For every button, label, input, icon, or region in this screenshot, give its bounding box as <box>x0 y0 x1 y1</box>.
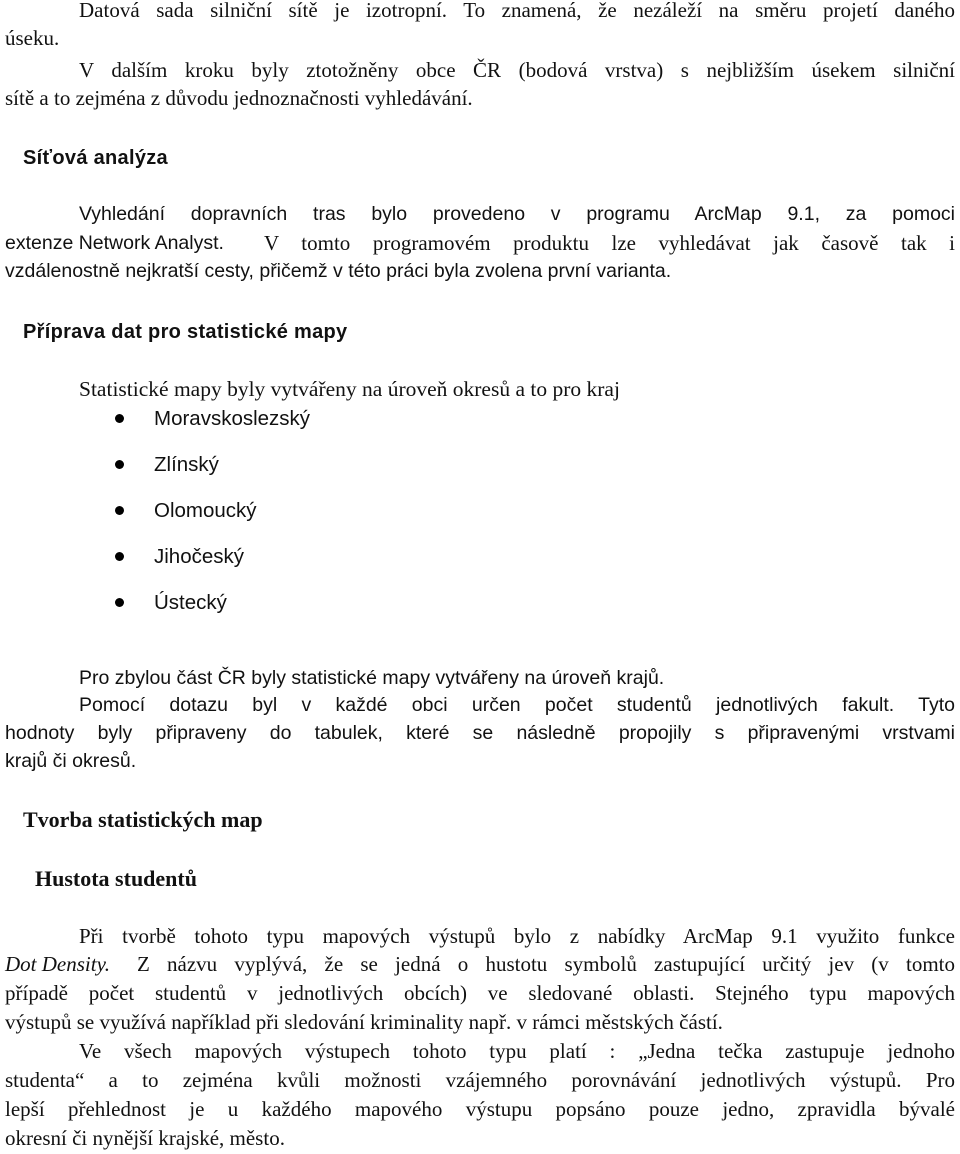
network-line-1: Vyhledání dopravních tras bylo provedeno v programu ArcMap 9.1, za pomoci <box>79 203 955 225</box>
section-heading-maps: Tvorba statistických map <box>23 807 263 832</box>
maps-p1-line-2-rest: Z názvu vyplývá, že se jedná o hustotu symbolů zastupující určitý jev (v tomto <box>137 952 955 976</box>
network-line-3: vzdálenostně nejkratší cesty, přičemž v této práci byla zvolena první varianta. <box>5 260 672 282</box>
prep-paragraph-2-line-1: Pomocí dotazu byl v každé obci určen počet studentů jednotlivých fakult. Tyto <box>79 694 955 716</box>
region-item: Zlínský <box>154 453 219 476</box>
bullet-dot <box>115 598 124 607</box>
maps-p1-line-1: Při tvorbě tohoto typu mapových výstupů bylo z nabídky ArcMap 9.1 využito funkce <box>79 924 955 948</box>
section-heading-prep: Příprava dat pro statistické mapy <box>23 321 348 343</box>
maps-p1-line-3: případě počet studentů v jednotlivých obcích) ve sledované oblasti. Stejného typu mapových <box>5 981 955 1005</box>
region-item: Moravskoslezský <box>154 407 311 430</box>
prep-paragraph-1: Pro zbylou část ČR byly statistické mapy vytvářeny na úroveň krajů. <box>79 667 665 689</box>
bullet-dot <box>115 460 124 469</box>
subsection-heading-density: Hustota studentů <box>35 866 197 891</box>
intro-line-4: sítě a to zejména z důvodu jednoznačnosti vyhledávání. <box>5 86 473 110</box>
network-line-2a: extenze Network Analyst. <box>5 232 224 254</box>
region-item: Ústecký <box>154 591 227 614</box>
maps-p2-line-2: studenta“ a to zejména kvůli možnosti vzájemného porovnávání jednotlivých výstupů. Pro <box>5 1068 955 1092</box>
maps-p1-line-2-italic: Dot Density. <box>5 952 110 976</box>
intro-line-3: V dalším kroku byly ztotožněny obce ČR (bodová vrstva) s nejbližším úsekem silniční <box>79 58 955 82</box>
bullet-dot <box>115 414 124 423</box>
prep-paragraph-2-line-3: krajů či okresů. <box>5 750 137 772</box>
intro-line-2: úseku. <box>5 26 60 50</box>
prep-intro-line: Statistické mapy byly vytvářeny na úroveň okresů a to pro kraj <box>79 377 620 401</box>
section-heading-network: Síťová analýza <box>23 147 168 169</box>
network-line-2b: V tomto programovém produktu lze vyhledávat jak časově tak i <box>264 231 955 255</box>
bullet-dot <box>115 552 124 561</box>
bullet-dot <box>115 506 124 515</box>
maps-p2-line-4: okresní či nynější krajské, město. <box>5 1126 285 1150</box>
maps-p1-line-4: výstupů se využívá například při sledování kriminality např. v rámci městských částí. <box>5 1010 723 1034</box>
intro-line-1: Datová sada silniční sítě je izotropní. To znamená, že nezáleží na směru projetí daného <box>79 0 955 22</box>
maps-p2-line-3: lepší přehlednost je u každého mapového výstupu popsáno pouze jedno, zpravidla bývalé <box>5 1097 955 1121</box>
region-item: Jihočeský <box>154 545 245 568</box>
prep-paragraph-2-line-2: hodnoty byly připraveny do tabulek, které se následně propojily s připravenými vrstvami <box>5 722 955 744</box>
maps-p2-line-1: Ve všech mapových výstupech tohoto typu platí : „Jedna tečka zastupuje jednoho <box>79 1039 955 1063</box>
region-item: Olomoucký <box>154 499 257 522</box>
